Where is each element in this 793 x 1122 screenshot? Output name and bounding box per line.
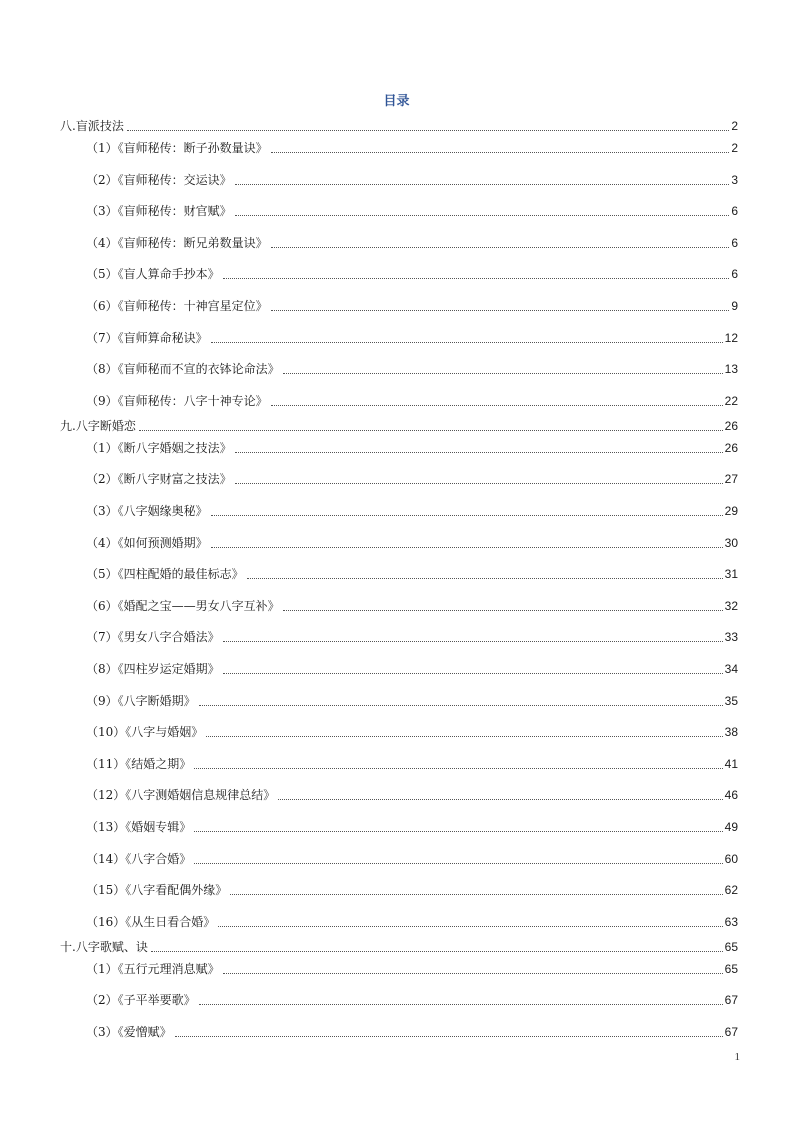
toc-entry-page-number: 27	[724, 472, 738, 487]
toc-entry-label: （12）《八字测婚姻信息规律总结》	[86, 788, 276, 803]
toc-entry-label: （2）《断八字财富之技法》	[86, 472, 232, 487]
toc-entry-label: （9）《八字断婚期》	[86, 693, 196, 708]
toc-entry-page-number: 62	[724, 883, 738, 898]
toc-entry-page-number: 12	[724, 330, 738, 345]
toc-entry-label: （1）《五行元理消息赋》	[86, 961, 220, 976]
dot-leader	[230, 893, 722, 895]
dot-leader	[223, 277, 730, 279]
dot-leader	[271, 404, 723, 406]
toc-entry-page-number: 65	[724, 939, 738, 954]
toc-entry-page-number: 63	[724, 914, 738, 929]
toc-entry-label: 八.盲派技法	[60, 119, 124, 133]
dot-leader	[218, 925, 722, 927]
toc-entry-page-number: 6	[731, 267, 738, 282]
toc-subsection-entry[interactable]	[86, 912, 738, 930]
dot-leader	[235, 482, 723, 484]
toc-subsection-entry[interactable]	[86, 754, 738, 772]
toc-entry-label: （16）《从生日看合婚》	[86, 914, 216, 929]
toc-entry-page-number: 34	[724, 662, 738, 676]
toc-entry-label: （10）《八字与婚姻》	[86, 725, 204, 740]
dot-leader	[127, 129, 729, 131]
toc-subsection-entry[interactable]	[86, 659, 738, 677]
toc-subsection-entry[interactable]	[86, 596, 738, 614]
dot-leader	[278, 798, 722, 800]
toc-section-entry[interactable]	[60, 116, 738, 134]
toc-subsection-entry[interactable]	[86, 201, 738, 219]
toc-entry-label: （6）《盲师秘传：十神宫星定位》	[86, 299, 268, 313]
toc-subsection-entry[interactable]	[86, 359, 738, 377]
dot-leader	[194, 830, 722, 832]
toc-subsection-entry[interactable]	[86, 233, 738, 251]
toc-entry-page-number: 41	[724, 756, 738, 771]
toc-subsection-entry[interactable]	[86, 501, 738, 519]
toc-subsection-entry[interactable]	[86, 469, 738, 487]
toc-section-entry[interactable]	[60, 937, 738, 955]
toc-entry-page-number: 67	[724, 1025, 738, 1039]
toc-entry-label: （2）《盲师秘传：交运诀》	[86, 172, 232, 187]
toc-entry-page-number: 32	[724, 598, 738, 613]
toc-subsection-entry[interactable]	[86, 170, 738, 188]
dot-leader	[211, 514, 723, 516]
dot-leader	[235, 183, 730, 185]
toc-entry-page-number: 29	[724, 504, 738, 518]
toc-subsection-entry[interactable]	[86, 564, 738, 582]
dot-leader	[211, 546, 723, 548]
dot-leader	[223, 672, 723, 674]
dot-leader	[271, 309, 730, 311]
dot-leader	[235, 451, 723, 453]
toc-subsection-entry[interactable]	[86, 817, 738, 835]
toc-subsection-entry[interactable]	[86, 391, 738, 409]
toc-subsection-entry[interactable]	[86, 990, 738, 1008]
dot-leader	[223, 972, 723, 974]
dot-leader	[235, 214, 730, 216]
page-number: 1	[734, 1051, 740, 1063]
dot-leader	[271, 151, 730, 153]
toc-entry-page-number: 33	[724, 630, 738, 645]
dot-leader	[271, 246, 730, 248]
toc-entry-label: （2）《子平举要歌》	[86, 993, 196, 1008]
toc-entry-page-number: 65	[724, 961, 738, 976]
toc-entry-label: 十.八字歌赋、诀	[60, 939, 148, 954]
toc-subsection-entry[interactable]	[86, 785, 738, 803]
dot-leader	[199, 1003, 723, 1005]
dot-leader	[223, 640, 723, 642]
toc-entry-label: （8）《盲师秘而不宣的衣钵论命法》	[86, 362, 280, 377]
toc-entry-label: （15）《八字看配偶外缘》	[86, 883, 228, 898]
toc-entry-page-number: 67	[724, 993, 738, 1008]
toc-subsection-entry[interactable]	[86, 959, 738, 977]
toc-entry-label: （4）《盲师秘传：断兄弟数量诀》	[86, 235, 268, 250]
toc-subsection-entry[interactable]	[86, 1022, 738, 1040]
toc-entry-page-number: 35	[724, 693, 738, 708]
dot-leader	[139, 429, 723, 431]
toc-subsection-entry[interactable]	[86, 533, 738, 551]
toc-section-entry[interactable]	[60, 416, 738, 434]
toc-entry-label: （5）《盲人算命手抄本》	[86, 267, 220, 282]
toc-entry-label: （8）《四柱岁运定婚期》	[86, 662, 220, 676]
toc-entry-label: （6）《婚配之宝——男女八字互补》	[86, 598, 280, 613]
toc-entry-label: （3）《八字姻缘奥秘》	[86, 504, 208, 518]
toc-entry-page-number: 3	[731, 172, 738, 187]
toc-entry-page-number: 2	[731, 141, 738, 155]
toc-entry-label: （3）《盲师秘传：财官赋》	[86, 204, 232, 219]
toc-entry-page-number: 26	[724, 418, 738, 433]
toc-subsection-entry[interactable]	[86, 438, 738, 456]
toc-subsection-entry[interactable]	[86, 849, 738, 867]
toc-entry-page-number: 26	[724, 440, 738, 455]
toc-entry-label: （7）《男女八字合婚法》	[86, 630, 220, 645]
dot-leader	[211, 341, 723, 343]
toc-entry-page-number: 6	[731, 204, 738, 219]
toc-entry-label: 九.八字断婚恋	[60, 418, 136, 433]
dot-leader	[194, 862, 722, 864]
toc-entry-label: （1）《盲师秘传：断子孙数量诀》	[86, 141, 268, 155]
dot-leader	[206, 735, 722, 737]
dot-leader	[247, 577, 723, 579]
toc-entry-page-number: 30	[724, 535, 738, 550]
toc-entry-page-number: 49	[724, 820, 738, 834]
dot-leader	[283, 609, 723, 611]
toc-entry-label: （9）《盲师秘传：八字十神专论》	[86, 393, 268, 408]
dot-leader	[199, 704, 723, 706]
toc-entry-label: （13）《婚姻专辑》	[86, 820, 192, 834]
toc-entry-label: （1）《断八字婚姻之技法》	[86, 440, 232, 455]
toc-entry-label: （3）《爱憎赋》	[86, 1025, 172, 1039]
toc-subsection-entry[interactable]	[86, 880, 738, 898]
toc-entry-label: （7）《盲师算命秘诀》	[86, 330, 208, 345]
toc-entry-page-number: 38	[724, 725, 738, 740]
toc-entry-page-number: 2	[731, 119, 738, 133]
toc-entry-page-number: 9	[731, 299, 738, 313]
toc-entry-label: （4）《如何预测婚期》	[86, 535, 208, 550]
toc-subsection-entry[interactable]	[86, 138, 738, 156]
toc-entry-page-number: 6	[731, 235, 738, 250]
toc-entry-label: （14）《八字合婚》	[86, 851, 192, 866]
toc-subsection-entry[interactable]	[86, 627, 738, 645]
toc-entry-page-number: 31	[724, 567, 738, 582]
toc-subsection-entry[interactable]	[86, 722, 738, 740]
toc-entry-label: （5）《四柱配婚的最佳标志》	[86, 567, 244, 582]
toc-subsection-entry[interactable]	[86, 328, 738, 346]
toc-title: 目录	[383, 94, 410, 109]
toc-entry-label: （11）《结婚之期》	[86, 756, 192, 771]
toc-subsection-entry[interactable]	[86, 296, 738, 314]
dot-leader	[194, 767, 722, 769]
toc-entry-page-number: 46	[724, 788, 738, 803]
dot-leader	[151, 950, 723, 952]
dot-leader	[175, 1035, 723, 1037]
toc-entry-page-number: 13	[724, 362, 738, 377]
toc-entry-page-number: 60	[724, 851, 738, 866]
toc-subsection-entry[interactable]	[86, 264, 738, 282]
toc-subsection-entry[interactable]	[86, 691, 738, 709]
dot-leader	[283, 372, 723, 374]
toc-entry-page-number: 22	[724, 393, 738, 408]
